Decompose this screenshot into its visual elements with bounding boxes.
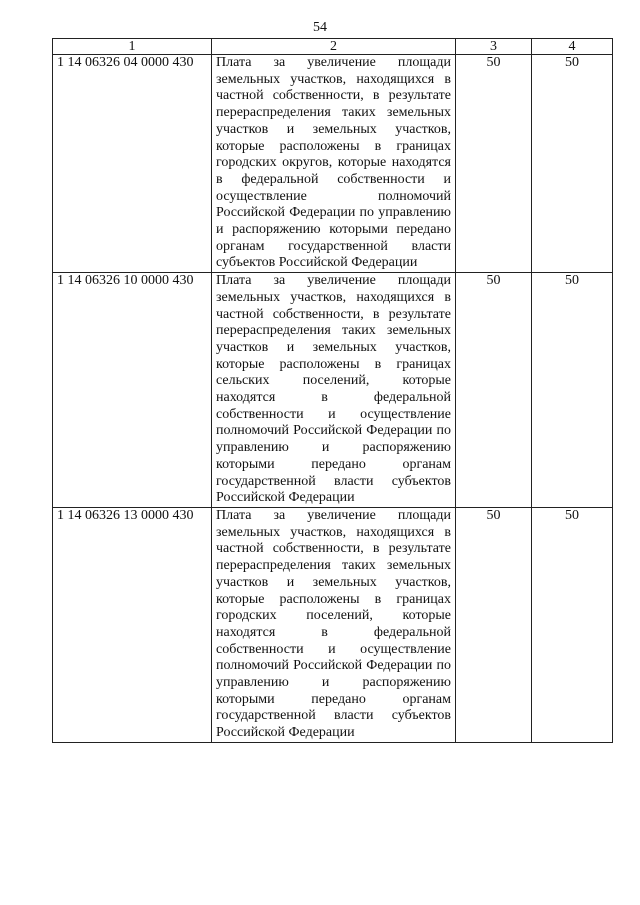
- page-number: 54: [313, 20, 327, 35]
- table-row: [53, 55, 613, 273]
- row-code: 1 14 06326 04 0000 430: [53, 55, 212, 273]
- row-value-col4: 50: [532, 273, 613, 508]
- column-header-4: 4: [532, 39, 613, 55]
- row-value-col3: 50: [456, 507, 532, 742]
- table-row: [53, 273, 613, 508]
- row-description: Плата за увеличение площади земельных участков, находящихся в частной собственности, в результате перераспределения таких земельных участков и земельных участков, которые расположены в границах городских округов, которые находятся в федеральной собственности и осуществление полномочий Российской Федерации по управлению и распоряжению которыми передано органам государственной власти субъектов Российской Федерации: [212, 55, 456, 273]
- row-code: 1 14 06326 13 0000 430: [53, 507, 212, 742]
- row-value-col3: 50: [456, 55, 532, 273]
- row-code: 1 14 06326 10 0000 430: [53, 273, 212, 508]
- column-header-2: 2: [212, 39, 456, 55]
- row-description: Плата за увеличение площади земельных участков, находящихся в частной собственности, в результате перераспределения таких земельных участков и земельных участков, которые расположены в границах сельских поселений, которые находятся в федеральной собственности и осуществление полномочий Российской Федерации по управлению и распоряжению которыми передано органам государственной власти субъектов Российской Федерации: [212, 273, 456, 508]
- row-value-col4: 50: [532, 55, 613, 273]
- table-row: [53, 507, 613, 742]
- row-description: Плата за увеличение площади земельных участков, находящихся в частной собственности, в результате перераспределения таких земельных участков и земельных участков, которые расположены в границах городских поселений, которые находятся в федеральной собственности и осуществление полномочий Российской Федерации по управлению и распоряжению которыми передано органам государственной власти субъектов Российской Федерации: [212, 507, 456, 742]
- table-header-row: [53, 39, 613, 55]
- column-header-3: 3: [456, 39, 532, 55]
- row-value-col4: 50: [532, 507, 613, 742]
- column-header-1: 1: [53, 39, 212, 55]
- row-value-col3: 50: [456, 273, 532, 508]
- budget-code-table: [52, 38, 613, 743]
